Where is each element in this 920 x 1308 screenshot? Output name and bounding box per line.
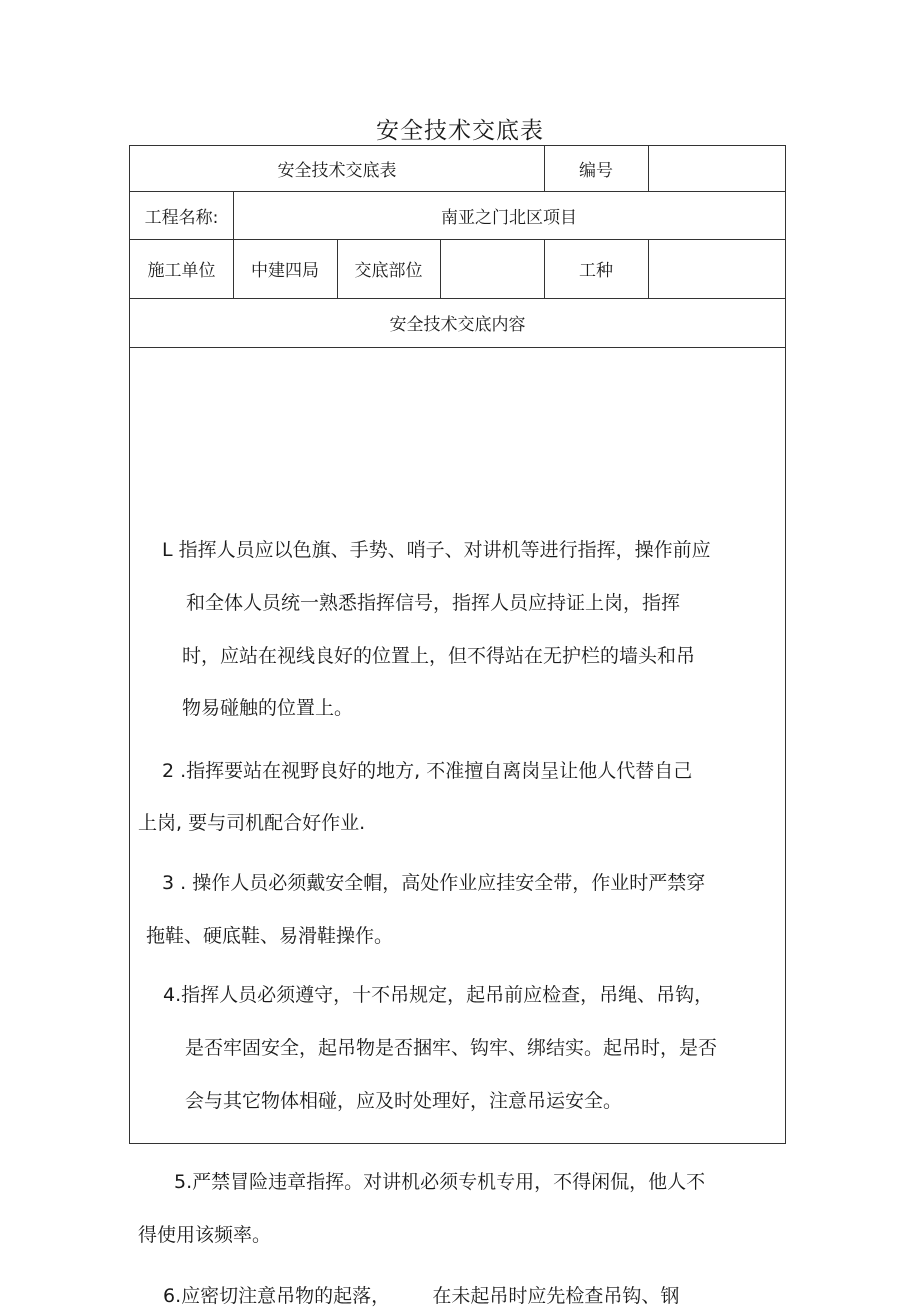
construction-unit-value: 中建四局 [251, 261, 319, 281]
content-line: 3 . 操作人员必须戴安全帽，高处作业应挂安全带，作业时严禁穿 [162, 872, 706, 894]
content-line: 物易碰触的位置上。 [182, 697, 354, 719]
content-line: 上岗, 要与司机配合好作业. [138, 812, 366, 834]
document-title: 安全技术交底表 [376, 118, 544, 144]
disclosure-part-value [440, 239, 544, 298]
content-line: 会与其它物体相碰，应及时处理好，注意吊运安全。 [185, 1090, 623, 1112]
trade-value [648, 239, 785, 298]
number-label: 编号 [579, 161, 613, 181]
content-line: 拖鞋、硬底鞋、易滑鞋操作。 [146, 925, 394, 947]
content-line: 5.严禁冒险违章指挥。对讲机必须专机专用，不得闲侃，他人不 [174, 1171, 706, 1193]
content-line: 时，应站在视线良好的位置上，但不得站在无护栏的墙头和吊 [182, 645, 696, 667]
content-line: 2 .指挥要站在视野良好的地方, 不准擅自离岗呈让他人代替自己 [162, 760, 693, 782]
construction-unit-label: 施工单位 [147, 261, 216, 281]
content-line: 和全体人员统一熟悉指挥信号，指挥人员应持证上岗，指挥 [186, 592, 681, 614]
safety-disclosure-table [129, 145, 786, 1307]
disclosure-part-label: 交底部位 [354, 261, 423, 281]
content-line: 6.应密切注意吊物的起落， 在未起吊时应先检查吊钩、钢 [163, 1285, 680, 1307]
content-line: 是否牢固安全，起吊物是否捆牢、钩牢、绑结实。起吊时，是否 [185, 1037, 718, 1059]
form-name-cell: 安全技术交底表 [277, 161, 397, 181]
content-heading: 安全技术交底内容 [389, 315, 526, 335]
content-line: 4.指挥人员必须遵守，十不吊规定，起吊前应检查，吊绳、吊钩， [163, 984, 714, 1006]
trade-label: 工种 [579, 261, 613, 281]
project-name-label: 工程名称: [144, 207, 219, 228]
project-name-value: 南亚之门北区项目 [441, 207, 577, 228]
number-value [648, 146, 785, 191]
content-line: 得使用该频率。 [138, 1224, 272, 1246]
content-line: L 指挥人员应以色旗、手势、哨子、对讲机等进行指挥，操作前应 [162, 539, 711, 561]
